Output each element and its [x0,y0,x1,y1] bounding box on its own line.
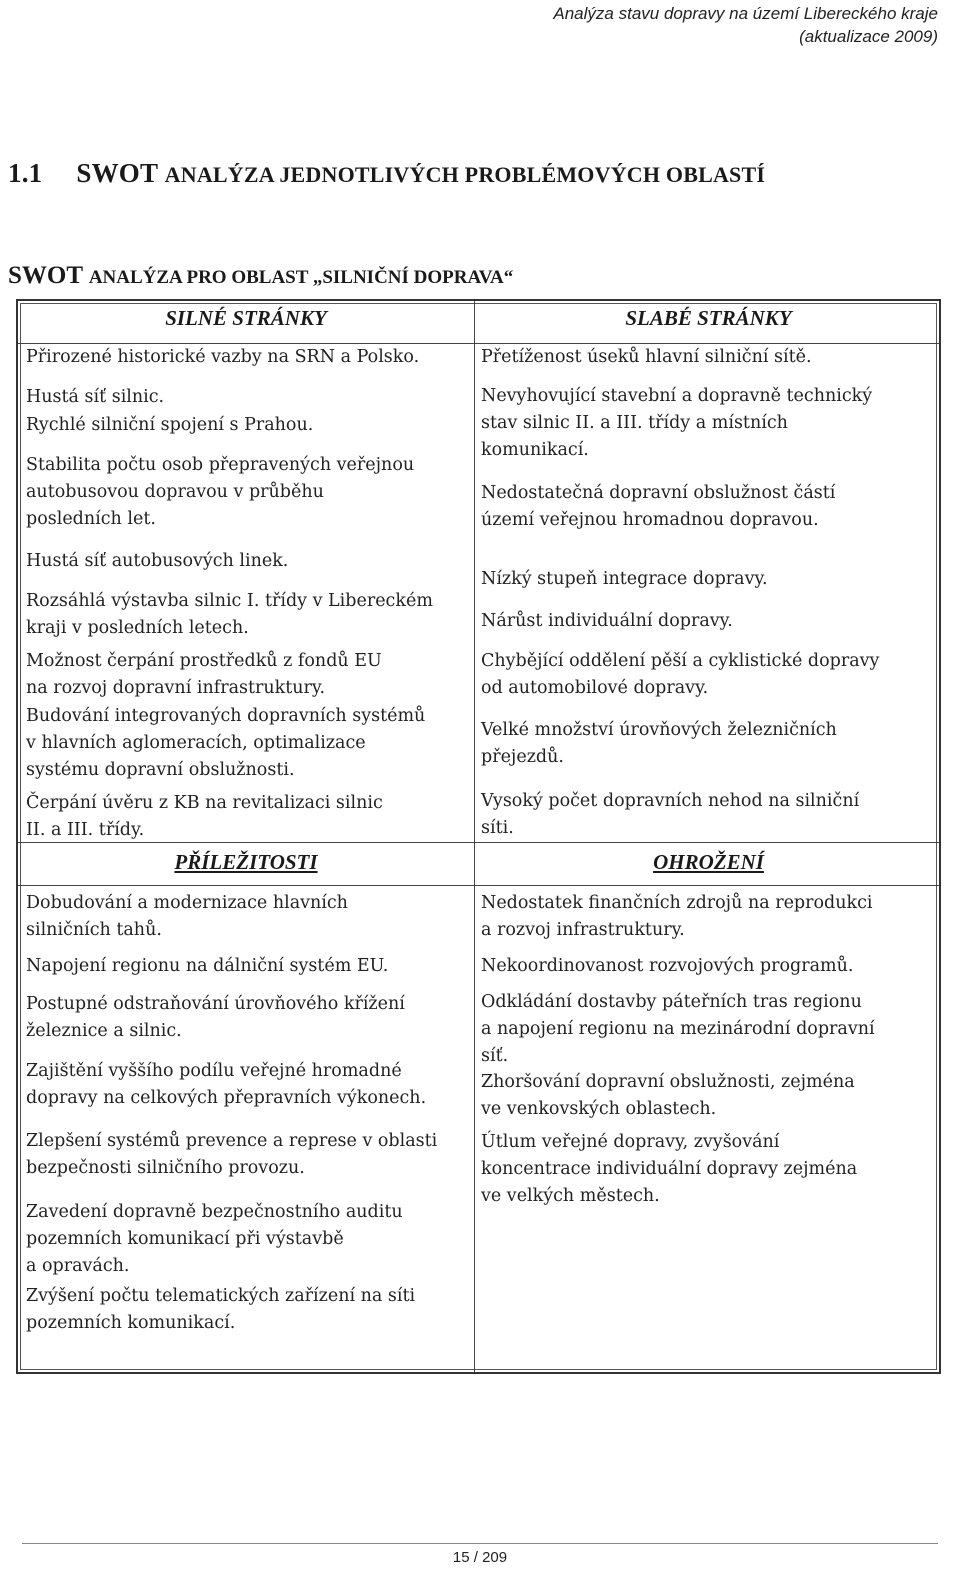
opportunities-item-line: pozemních komunikací. [26,1313,236,1333]
opportunities-item [26,1128,437,1182]
threats-title: OHROŽENÍ [653,850,764,874]
section-title-rest: ANALÝZA JEDNOTLIVÝCH PROBLÉMOVÝCH OBLASTÍ [164,162,766,187]
strengths-item-line: Budování integrovaných dopravních systémů [26,706,426,726]
threats-item [481,989,875,1070]
threats-item-line: Zhoršování dopravní obslužnosti, zejména [481,1072,855,1092]
weaknesses-item-line: stav silnic II. a III. třídy a místních [481,413,788,433]
threats-item-line: ve velkých městech. [481,1186,660,1206]
subsection-heading [8,262,513,290]
strengths-item-line: Hustá síť autobusových linek. [26,551,289,571]
opportunities-item [26,1058,426,1112]
threats-item-line: síť. [481,1046,509,1066]
opportunities-item-line: Napojení regionu na dálniční systém EU. [26,956,389,976]
opportunities-item [26,991,405,1045]
opportunities-item-line: a opravách. [26,1256,130,1276]
opportunities-item [26,1283,415,1337]
subsection-title-first: SWOT [8,262,83,289]
opportunities-item-line: bezpečnosti silničního provozu. [26,1158,305,1178]
swot-table [16,299,941,1374]
strengths-item-line: Hustá síť silnic. [26,387,165,407]
column-divider [474,301,475,1372]
page-number: 15 / 209 [452,1549,508,1566]
strengths-title: SILNÉ STRÁNKY [165,306,327,330]
strengths-item-line: kraji v posledních letech. [26,618,249,638]
opportunities-title: PŘÍLEŽITOSTI [174,850,318,874]
strengths-item-line: Čerpání úvěru z KB na revitalizaci silnic [26,793,383,813]
weaknesses-item-line: Nevyhovující stavební a dopravně technický [481,386,873,406]
weaknesses-item-line: Nízký stupeň integrace dopravy. [481,569,768,589]
threats-list [481,301,939,1371]
strengths-item-line: Stabilita počtu osob přepravených veřejnou [26,455,415,475]
opportunities-item-line: železnice a silnic. [26,1021,182,1041]
weaknesses-title: SLABÉ STRÁNKY [625,306,792,330]
threats-item [481,953,853,980]
weaknesses-item-line: síti. [481,818,514,838]
opportunities-item-line: dopravy na celkových přepravních výkonech. [26,1088,427,1108]
weaknesses-item-line: Vysoký počet dopravních nehod na silniční [481,791,860,811]
threats-item-line: koncentrace individuální dopravy zejména [481,1159,858,1179]
opportunities-item [26,953,388,980]
opportunities-item-line: Zajištění vyššího podílu veřejné hromadné [26,1061,402,1081]
strengths-item-line: Přirozené historické vazby na SRN a Polsko. [26,347,420,367]
strengths-item-line: II. a III. třídy. [26,820,145,840]
subsection-title-rest: ANALÝZA PRO OBLAST „SILNIČNÍ DOPRAVA“ [88,267,514,288]
weaknesses-item-line: Nárůst individuální dopravy. [481,611,733,631]
weaknesses-item-line: přejezdů. [481,747,564,767]
running-header-title: Analýza stavu dopravy na území Libereckého kraje [553,4,938,23]
opportunities-item-line: Zavedení dopravně bezpečnostního auditu [26,1202,403,1222]
weaknesses-item-line: Velké množství úrovňových železničních [481,720,837,740]
threats-item-line: Nekoordinovanost rozvojových programů. [481,956,854,976]
opportunities-item-line: Dobudování a modernizace hlavních [26,893,348,913]
opportunities-item [26,890,348,944]
threats-item [481,890,873,944]
strengths-item-line: posledních let. [26,509,156,529]
section-title-first: SWOT [76,158,158,188]
threats-item-line: ve venkovských oblastech. [481,1099,717,1119]
weaknesses-item-line: Chybějící oddělení pěší a cyklistické dopravy [481,651,880,671]
opportunities-list [26,301,472,1371]
weaknesses-item-line: Nedostatečná dopravní obslužnost částí [481,483,836,503]
weaknesses-item-line: území veřejnou hromadnou dopravou. [481,510,819,530]
strengths-item-line: autobusovou dopravou v průběhu [26,482,324,502]
strengths-item-line: systému dopravní obslužnosti. [26,760,295,780]
footer-rule [22,1543,938,1544]
opportunities-item-line: silničních tahů. [26,920,162,940]
opportunities-item-line: Zvýšení počtu telematických zařízení na síti [26,1286,416,1306]
weaknesses-item-line: Přetíženost úseků hlavní silniční sítě. [481,347,812,367]
running-header [553,2,938,48]
opportunities-item-line: Zlepšení systémů prevence a represe v oblasti [26,1131,438,1151]
running-header-subtitle: (aktualizace 2009) [799,27,938,46]
threats-item [481,1069,855,1123]
opportunities-item-line: Postupné odstraňování úrovňového křížení [26,994,405,1014]
threats-item-line: Nedostatek finančních zdrojů na reprodukci [481,893,873,913]
threats-item-line: Odkládání dostavby páteřních tras regionu [481,992,862,1012]
threats-item [481,1129,857,1210]
strengths-item-line: Rychlé silniční spojení s Prahou. [26,415,314,435]
strengths-item-line: v hlavních aglomeracích, optimalizace [26,733,366,753]
weaknesses-item-line: od automobilové dopravy. [481,678,709,698]
opportunities-item-line: pozemních komunikací při výstavbě [26,1229,344,1249]
threats-item-line: a napojení regionu na mezinárodní dopravní [481,1019,875,1039]
section-number: 1.1 [8,158,43,188]
threats-item-line: Útlum veřejné dopravy, zvyšování [481,1132,780,1152]
weaknesses-item-line: komunikací. [481,440,589,460]
strengths-item-line: na rozvoj dopravní infrastruktury. [26,678,326,698]
opportunities-item [26,1199,403,1280]
section-heading [8,158,765,189]
threats-item-line: a rozvoj infrastruktury. [481,920,685,940]
strengths-item-line: Rozsáhlá výstavba silnic I. třídy v Libereckém [26,591,433,611]
strengths-item-line: Možnost čerpání prostředků z fondů EU [26,651,382,671]
